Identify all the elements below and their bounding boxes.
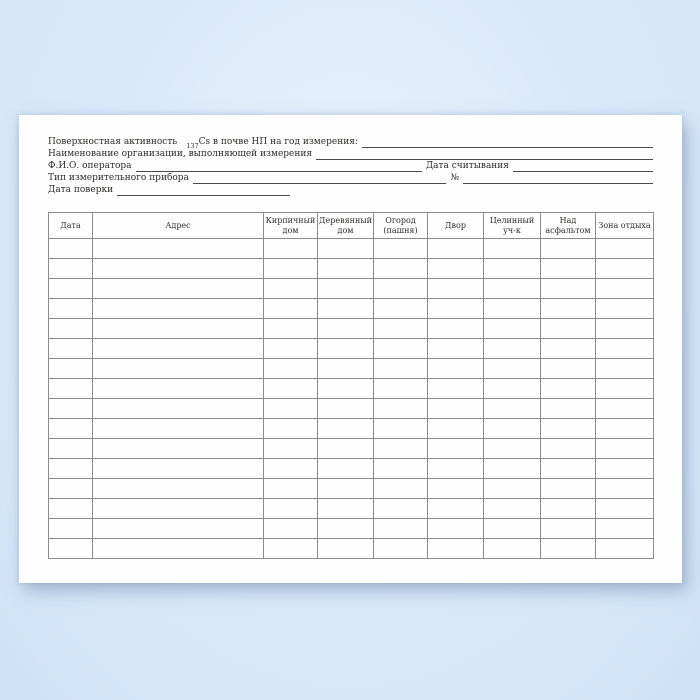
device-number-label: № bbox=[450, 173, 459, 184]
empty-cell bbox=[93, 279, 264, 299]
organization-blank-line bbox=[316, 149, 653, 160]
table-body bbox=[49, 239, 654, 559]
table-row bbox=[49, 439, 654, 459]
empty-cell bbox=[484, 359, 541, 379]
column-header: Огород (пашня) bbox=[374, 213, 428, 239]
table-row bbox=[49, 399, 654, 419]
empty-cell bbox=[49, 299, 93, 319]
empty-cell bbox=[596, 519, 654, 539]
operator-blank-line bbox=[136, 161, 422, 172]
empty-cell bbox=[93, 259, 264, 279]
empty-cell bbox=[374, 539, 428, 559]
empty-cell bbox=[318, 439, 374, 459]
table-row bbox=[49, 319, 654, 339]
device-number-blank-line bbox=[463, 173, 653, 184]
empty-cell bbox=[596, 379, 654, 399]
empty-cell bbox=[541, 459, 596, 479]
empty-cell bbox=[49, 499, 93, 519]
empty-cell bbox=[428, 399, 484, 419]
empty-cell bbox=[428, 439, 484, 459]
empty-cell bbox=[93, 439, 264, 459]
empty-cell bbox=[49, 239, 93, 259]
empty-cell bbox=[428, 279, 484, 299]
empty-cell bbox=[484, 459, 541, 479]
organization-label: Наименование организации, выполняющей измерения bbox=[48, 149, 313, 160]
reading-date-label: Дата считывания bbox=[425, 161, 509, 172]
empty-cell bbox=[49, 359, 93, 379]
empty-cell bbox=[541, 479, 596, 499]
form-sheet bbox=[19, 115, 682, 583]
empty-cell bbox=[428, 519, 484, 539]
empty-cell bbox=[484, 379, 541, 399]
table-row bbox=[49, 499, 654, 519]
empty-cell bbox=[541, 339, 596, 359]
empty-cell bbox=[428, 339, 484, 359]
empty-cell bbox=[49, 399, 93, 419]
operator-label: Ф.И.О. оператора bbox=[48, 161, 132, 172]
empty-cell bbox=[541, 359, 596, 379]
empty-cell bbox=[484, 299, 541, 319]
empty-cell bbox=[49, 479, 93, 499]
empty-cell bbox=[541, 299, 596, 319]
empty-cell bbox=[596, 479, 654, 499]
empty-cell bbox=[93, 479, 264, 499]
empty-cell bbox=[541, 399, 596, 419]
empty-cell bbox=[318, 519, 374, 539]
empty-cell bbox=[428, 539, 484, 559]
column-header: Зона отдыха bbox=[596, 213, 654, 239]
table-row bbox=[49, 539, 654, 559]
form-line-organization bbox=[48, 149, 653, 161]
empty-cell bbox=[264, 399, 318, 419]
empty-cell bbox=[374, 299, 428, 319]
empty-cell bbox=[318, 319, 374, 339]
empty-cell bbox=[318, 239, 374, 259]
empty-cell bbox=[49, 339, 93, 359]
empty-cell bbox=[264, 479, 318, 499]
column-header: Кирпичный дом bbox=[264, 213, 318, 239]
empty-cell bbox=[93, 319, 264, 339]
empty-cell bbox=[596, 439, 654, 459]
empty-cell bbox=[93, 499, 264, 519]
empty-cell bbox=[374, 419, 428, 439]
empty-cell bbox=[318, 399, 374, 419]
empty-cell bbox=[49, 259, 93, 279]
empty-cell bbox=[541, 279, 596, 299]
empty-cell bbox=[264, 519, 318, 539]
table-row bbox=[49, 239, 654, 259]
empty-cell bbox=[484, 339, 541, 359]
empty-cell bbox=[374, 399, 428, 419]
empty-cell bbox=[596, 339, 654, 359]
empty-cell bbox=[428, 359, 484, 379]
empty-cell bbox=[264, 419, 318, 439]
table-row bbox=[49, 379, 654, 399]
empty-cell bbox=[428, 499, 484, 519]
empty-cell bbox=[318, 339, 374, 359]
empty-cell bbox=[374, 259, 428, 279]
form-line-verification bbox=[48, 185, 653, 197]
empty-cell bbox=[374, 499, 428, 519]
empty-cell bbox=[541, 239, 596, 259]
empty-cell bbox=[428, 259, 484, 279]
empty-cell bbox=[541, 519, 596, 539]
empty-cell bbox=[484, 439, 541, 459]
empty-cell bbox=[484, 419, 541, 439]
empty-cell bbox=[264, 359, 318, 379]
empty-cell bbox=[264, 379, 318, 399]
empty-cell bbox=[596, 459, 654, 479]
empty-cell bbox=[49, 439, 93, 459]
empty-cell bbox=[484, 399, 541, 419]
empty-cell bbox=[484, 279, 541, 299]
empty-cell bbox=[93, 239, 264, 259]
empty-cell bbox=[93, 339, 264, 359]
empty-cell bbox=[428, 459, 484, 479]
empty-cell bbox=[596, 279, 654, 299]
empty-cell bbox=[484, 259, 541, 279]
form-line-activity: Поверхностная активность 137 Cs в почве НП на год измерения: bbox=[48, 137, 653, 149]
empty-cell bbox=[93, 539, 264, 559]
empty-cell bbox=[318, 479, 374, 499]
table-row bbox=[49, 279, 654, 299]
empty-cell bbox=[264, 279, 318, 299]
empty-cell bbox=[428, 379, 484, 399]
empty-cell bbox=[93, 359, 264, 379]
empty-cell bbox=[49, 539, 93, 559]
verification-date-blank-line bbox=[117, 185, 290, 196]
empty-cell bbox=[318, 539, 374, 559]
empty-cell bbox=[374, 319, 428, 339]
empty-cell bbox=[596, 239, 654, 259]
empty-cell bbox=[484, 519, 541, 539]
empty-cell bbox=[541, 499, 596, 519]
empty-cell bbox=[428, 239, 484, 259]
empty-cell bbox=[374, 279, 428, 299]
empty-cell bbox=[541, 319, 596, 339]
empty-cell bbox=[264, 339, 318, 359]
empty-cell bbox=[318, 279, 374, 299]
column-header: Над асфальтом bbox=[541, 213, 596, 239]
empty-cell bbox=[484, 479, 541, 499]
empty-cell bbox=[596, 299, 654, 319]
empty-cell bbox=[318, 419, 374, 439]
form-line-operator bbox=[48, 161, 653, 173]
empty-cell bbox=[93, 519, 264, 539]
verification-date-label: Дата поверки bbox=[48, 185, 114, 196]
table-row bbox=[49, 419, 654, 439]
empty-cell bbox=[93, 419, 264, 439]
form-line-device bbox=[48, 173, 653, 185]
empty-cell bbox=[541, 539, 596, 559]
table-row bbox=[49, 299, 654, 319]
empty-cell bbox=[596, 399, 654, 419]
activity-label: Поверхностная активность bbox=[48, 137, 178, 148]
device-type-label: Тип измерительного прибора bbox=[48, 173, 189, 184]
column-header: Целинный уч-к bbox=[484, 213, 541, 239]
empty-cell bbox=[374, 239, 428, 259]
activity-blank-line bbox=[362, 137, 653, 148]
empty-cell bbox=[374, 519, 428, 539]
empty-cell bbox=[541, 379, 596, 399]
empty-cell bbox=[49, 319, 93, 339]
column-header: Адрес bbox=[93, 213, 264, 239]
empty-cell bbox=[374, 359, 428, 379]
empty-cell bbox=[374, 439, 428, 459]
empty-cell bbox=[264, 259, 318, 279]
empty-cell bbox=[484, 319, 541, 339]
empty-cell bbox=[318, 259, 374, 279]
column-header: Двор bbox=[428, 213, 484, 239]
measurement-table bbox=[48, 212, 654, 559]
empty-cell bbox=[374, 379, 428, 399]
empty-cell bbox=[428, 299, 484, 319]
empty-cell bbox=[596, 259, 654, 279]
empty-cell bbox=[596, 499, 654, 519]
empty-cell bbox=[318, 359, 374, 379]
empty-cell bbox=[264, 239, 318, 259]
empty-cell bbox=[49, 459, 93, 479]
empty-cell bbox=[318, 459, 374, 479]
device-type-blank-line bbox=[193, 173, 447, 184]
column-header: Дата bbox=[49, 213, 93, 239]
activity-label-rest: Cs в почве НП на год измерения: bbox=[198, 137, 358, 148]
empty-cell bbox=[318, 499, 374, 519]
table-row bbox=[49, 459, 654, 479]
empty-cell bbox=[93, 299, 264, 319]
empty-cell bbox=[49, 419, 93, 439]
empty-cell bbox=[264, 299, 318, 319]
empty-cell bbox=[374, 459, 428, 479]
empty-cell bbox=[484, 239, 541, 259]
empty-cell bbox=[264, 499, 318, 519]
empty-cell bbox=[541, 259, 596, 279]
empty-cell bbox=[541, 439, 596, 459]
table-row bbox=[49, 339, 654, 359]
table-header-row bbox=[49, 213, 654, 239]
empty-cell bbox=[596, 359, 654, 379]
empty-cell bbox=[264, 439, 318, 459]
table-row bbox=[49, 259, 654, 279]
table-row bbox=[49, 479, 654, 499]
empty-cell bbox=[596, 539, 654, 559]
reading-date-blank-line bbox=[513, 161, 653, 172]
empty-cell bbox=[93, 459, 264, 479]
empty-cell bbox=[484, 539, 541, 559]
empty-cell bbox=[318, 379, 374, 399]
empty-cell bbox=[264, 539, 318, 559]
empty-cell bbox=[541, 419, 596, 439]
table-row bbox=[49, 519, 654, 539]
empty-cell bbox=[318, 299, 374, 319]
empty-cell bbox=[264, 459, 318, 479]
empty-cell bbox=[49, 379, 93, 399]
empty-cell bbox=[484, 499, 541, 519]
empty-cell bbox=[428, 419, 484, 439]
empty-cell bbox=[374, 339, 428, 359]
empty-cell bbox=[596, 419, 654, 439]
empty-cell bbox=[428, 479, 484, 499]
empty-cell bbox=[264, 319, 318, 339]
empty-cell bbox=[93, 399, 264, 419]
empty-cell bbox=[49, 519, 93, 539]
empty-cell bbox=[374, 479, 428, 499]
table-row bbox=[49, 359, 654, 379]
empty-cell bbox=[596, 319, 654, 339]
column-header: Деревянный дом bbox=[318, 213, 374, 239]
empty-cell bbox=[49, 279, 93, 299]
empty-cell bbox=[428, 319, 484, 339]
empty-cell bbox=[93, 379, 264, 399]
